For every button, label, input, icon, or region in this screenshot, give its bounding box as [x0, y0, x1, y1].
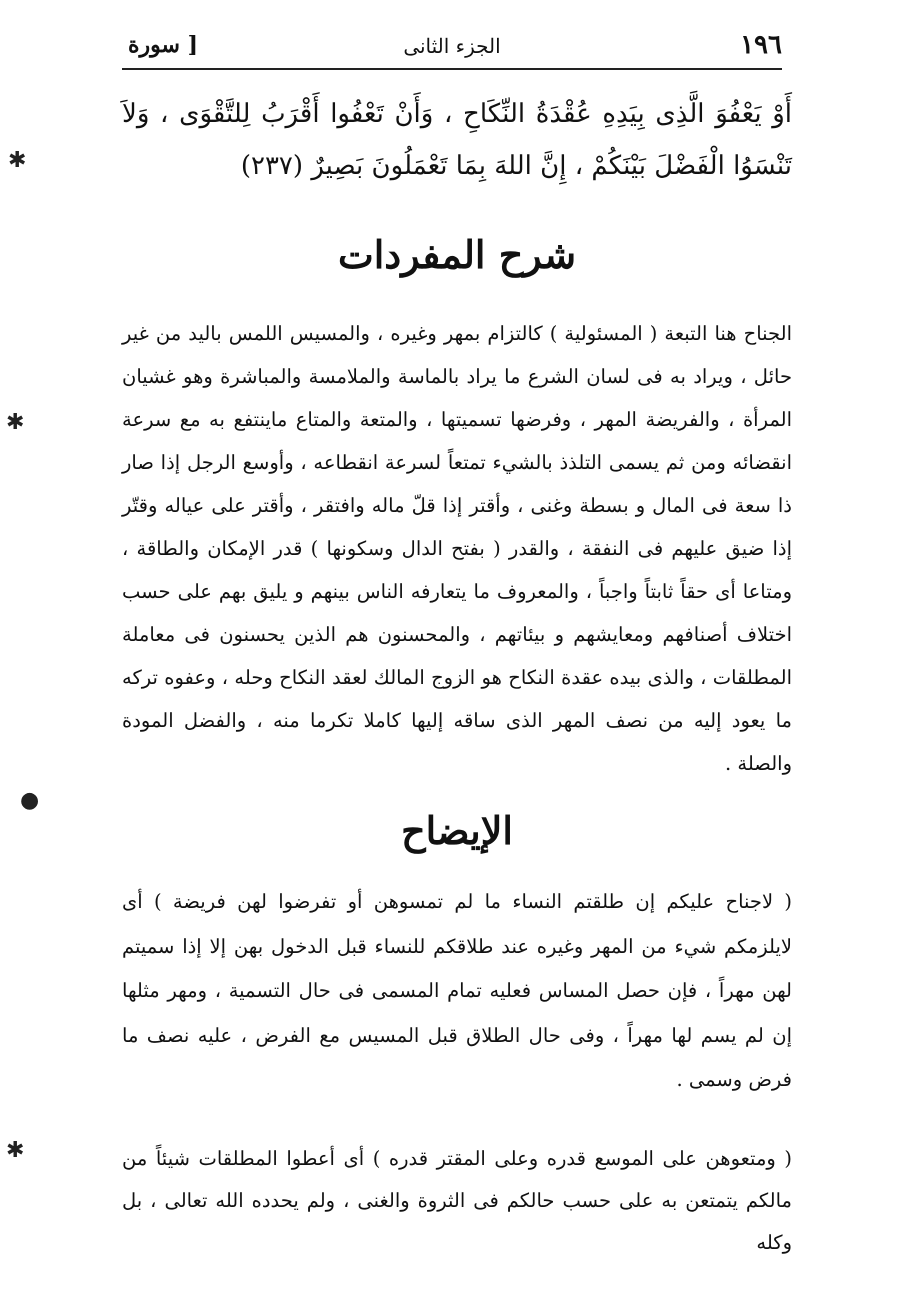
explanation-paragraph-2: ( ومتعوهن على الموسع قدره وعلى المقتر قدره ) أى أعطوا المطلقات شيئاً من مالكم يتمتعن به على حسب حالكم فى الثروة والغنى ، ولم يحدده الله تعالى ، بل وكله [122, 1147, 792, 1254]
surah-label: [ سورة [128, 32, 199, 58]
margin-mark: ✱ [6, 410, 25, 435]
quran-verse: أَوْ يَعْفُوَ الَّذِى بِيَدِهِ عُقْدَةُ النِّكَاحِ ، وَأَنْ تَعْفُوا أَقْرَبُ لِلتَّقْوَى ، وَلاَ تَنْسَوُا الْفَضْلَ بَيْنَكُمْ ، إِنَّ اللهَ بِمَا تَعْمَلُونَ بَصِيرٌ (٢٣٧) [122, 99, 792, 181]
page-number: ١٩٦ [740, 30, 782, 60]
section-heading-explanation: الإيضاح [401, 808, 513, 853]
running-title: الجزء الثانى [403, 34, 501, 58]
margin-mark: ● [20, 788, 40, 813]
margin-mark: ✱ [6, 1138, 25, 1163]
header-rule [122, 68, 782, 70]
section-heading-vocabulary: شرح المفردات [337, 232, 577, 277]
margin-mark: ✱ [8, 148, 27, 173]
explanation-paragraph-1: ( لاجناح عليكم إن طلقتم النساء ما لم تمسوهن أو تفرضوا لهن فريضة ) أى لايلزمكم شيء من المهر وغيره عند طلاقكم للنساء قبل الدخول بهن إلا إذا سميتم لهن مهراً ، فإن حصل المساس فعليه تمام المسمى فى حال التسمية ، ومهر مثلها إن لم يسم لها مهراً ، وفى حال الطلاق قبل المسيس مع الفرض ، عليه نصف ما فرض وسمى . [122, 890, 792, 1091]
page-header [122, 26, 782, 66]
vocabulary-paragraph: الجناح هنا التبعة ( المسئولية ) كالتزام بمهر وغيره ، والمسيس اللمس باليد من غير حائل ، ويراد به فى لسان الشرع ما يراد بالماسة والملامسة والمباشرة وهو غشيان المرأة ، والفريضة المهر ، وفرضها تسميتها ، والمتعة والمتاع ماينتفع به مع سرعة انقضائه ومن ثم يسمى التلذذ بالشيء تمتعاً لسرعة انقطاعه ، وأوسع الرجل إذا صار ذا سعة فى المال و بسطة وغنى ، وأقتر إذا قلّ ماله وافتقر ، وأقتر على عياله وقتّر إذا ضيق عليهم فى النفقة ، والقدر ( بفتح الدال وسكونها ) قدر الإمكان والطاقة ، ومتاعا أى حقاً ثابتاً واجباً ، والمعروف ما يتعارفه الناس بينهم و يليق بهم على حسب اختلاف أصنافهم ومعايشهم و بيئاتهم ، والمحسنون هم الذين يحسنون فى معاملة المطلقات ، والذى بيده عقدة النكاح هو الزوج المالك لعقد النكاح وحله ، وعفوه تركه ما يعود إليه من نصف المهر الذى ساقه إليها كاملا تكرما منه ، والفضل المودة والصلة . [122, 322, 792, 775]
